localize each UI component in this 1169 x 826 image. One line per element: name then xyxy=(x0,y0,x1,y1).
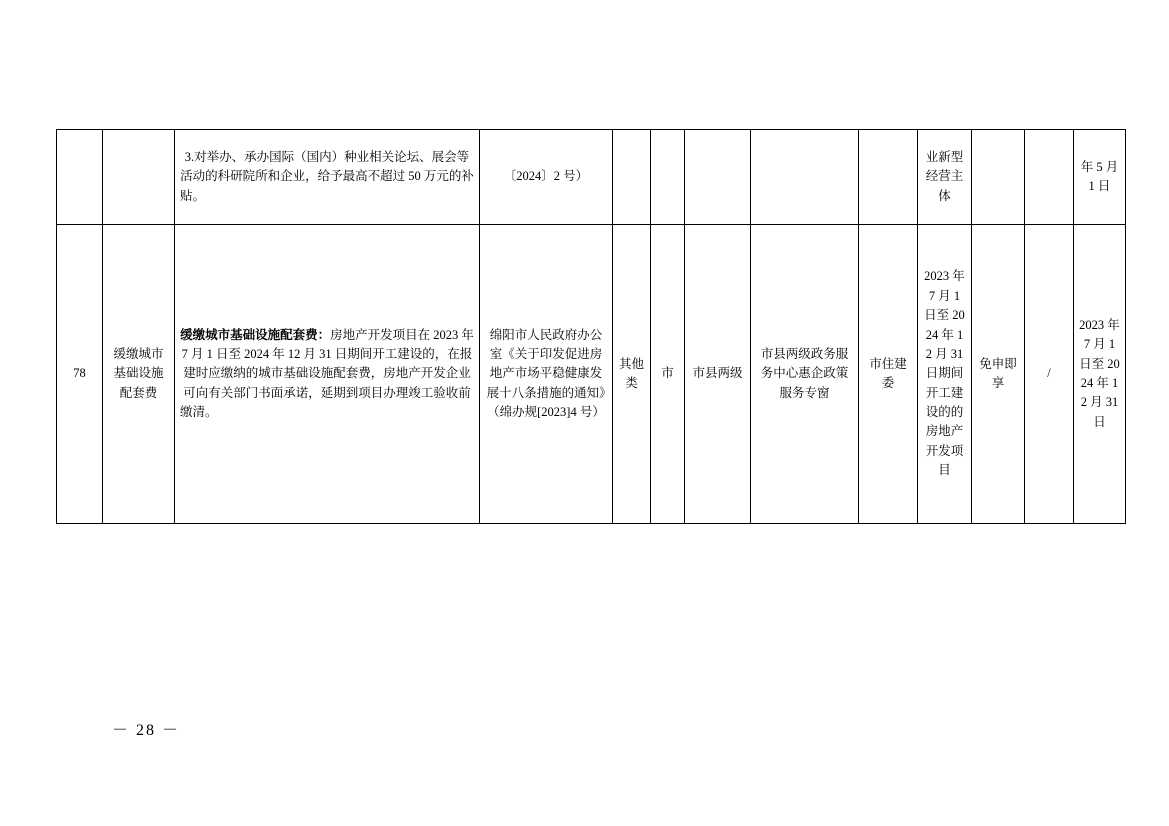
cell-level xyxy=(651,130,685,225)
cell-material xyxy=(1025,130,1074,225)
cell-content-body: 房地产开发项目在 2023 年 7 月 1 日至 2024 年 12 月 31 日期间开工建设的，在报建时应缴纳的城市基础设施配套费，房地产开发企业可向有关部门书面承诺，延期到项目办理竣工验收前缴清。 xyxy=(180,327,474,420)
cell-mode: 免申即享 xyxy=(972,225,1025,524)
cell-content-lead: 缓缴城市基础设施配套费： xyxy=(180,327,331,342)
cell-level: 市 xyxy=(651,225,685,524)
cell-window: 市县两级政务服务中心惠企政策服务专窗 xyxy=(751,225,859,524)
page-number: － 28 － xyxy=(112,722,181,739)
cell-seq: 78 xyxy=(57,225,103,524)
cell-category xyxy=(613,130,651,225)
cell-basis: 绵阳市人民政府办公室《关于印发促进房地产市场平稳健康发展十八条措施的通知》（绵办规[2023]4 号） xyxy=(480,225,613,524)
cell-dept xyxy=(859,130,918,225)
policy-table xyxy=(56,129,1126,524)
cell-content xyxy=(175,225,480,524)
cell-content: 3.对举办、承办国际（国内）种业相关论坛、展会等活动的科研院所和企业，给予最高不超过 50 万元的补贴。 xyxy=(175,130,480,225)
cell-category: 其他类 xyxy=(613,225,651,524)
cell-window xyxy=(751,130,859,225)
cell-object: 2023 年 7 月 1 日至 2024 年 12 月 31 日期间开工建设的的房地产开发项目 xyxy=(918,225,972,524)
table-row xyxy=(57,130,1126,225)
cell-seq xyxy=(57,130,103,225)
cell-scope: 市县两级 xyxy=(685,225,751,524)
cell-period: 2023 年 7 月 1 日至 2024 年 12 月 31 日 xyxy=(1074,225,1126,524)
cell-name: 缓缴城市基础设施配套费 xyxy=(103,225,175,524)
cell-object: 业新型经营主体 xyxy=(918,130,972,225)
cell-period: 年 5 月 1 日 xyxy=(1074,130,1126,225)
cell-dept: 市住建委 xyxy=(859,225,918,524)
cell-name xyxy=(103,130,175,225)
cell-scope xyxy=(685,130,751,225)
cell-material: / xyxy=(1025,225,1074,524)
cell-basis: 〔2024〕2 号） xyxy=(480,130,613,225)
cell-mode xyxy=(972,130,1025,225)
table-row xyxy=(57,225,1126,524)
